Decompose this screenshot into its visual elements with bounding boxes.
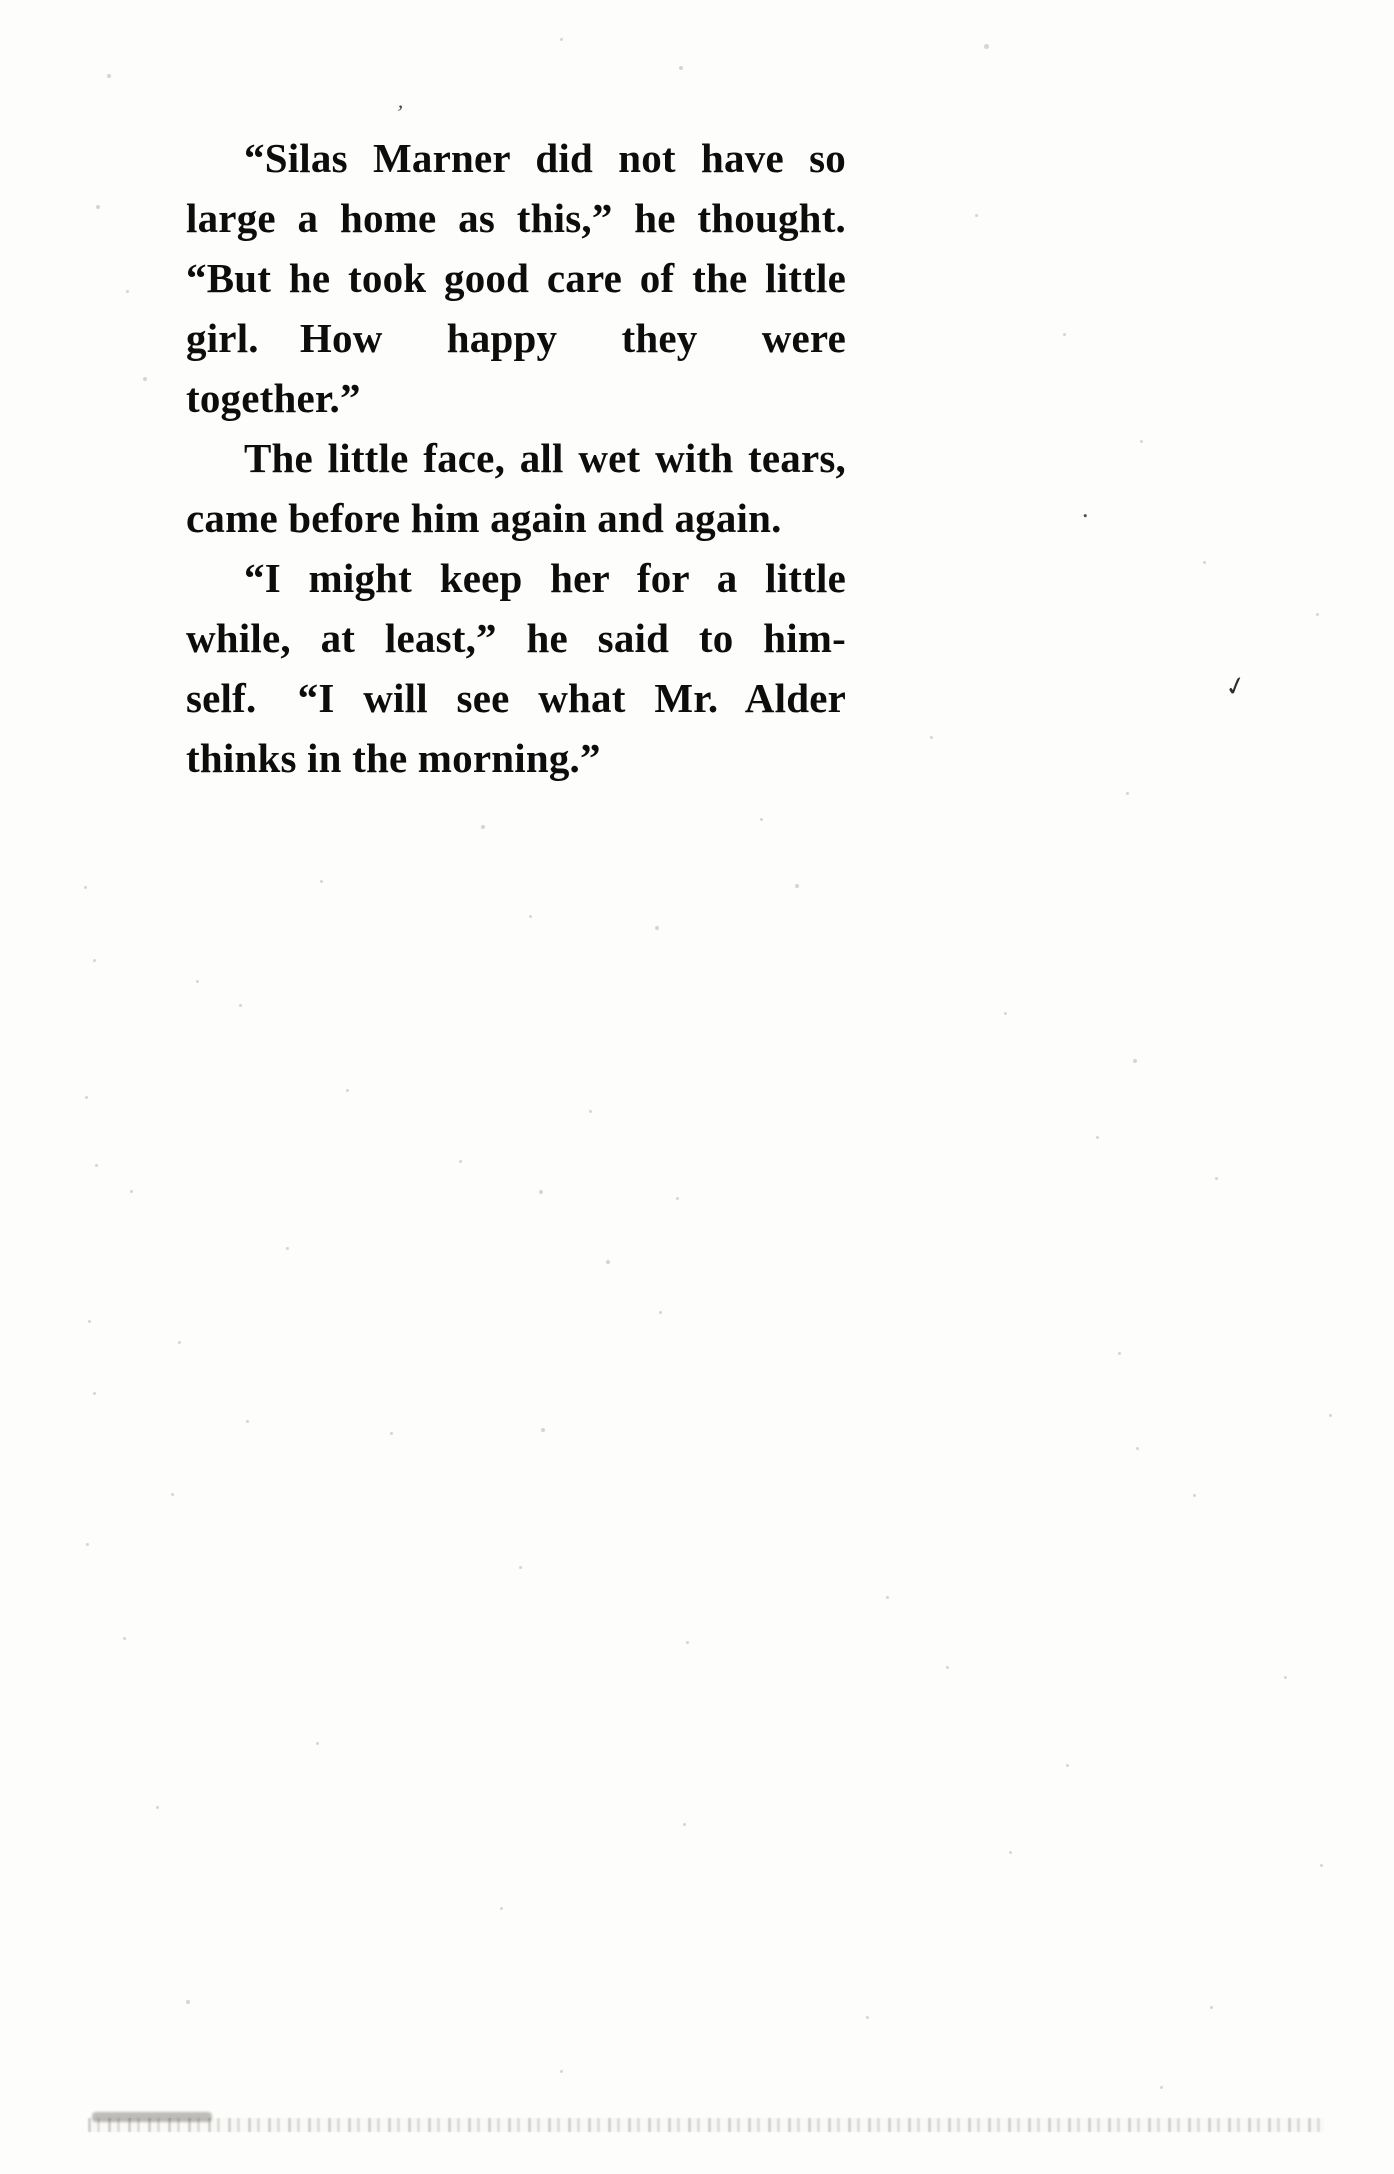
stray-ink-mark-right: ✓ <box>1221 669 1250 704</box>
paragraph-2: The little face, all wet with tears, came before him again and again. <box>186 435 846 541</box>
stray-ink-dot-right: . <box>1082 494 1089 523</box>
page-bottom-edge-smudge <box>88 2118 1324 2132</box>
paragraph-1: “Silas Marner did not have so large a home as this,” he thought. “But he took good care of the little girl. How happy they were together.” <box>186 135 846 421</box>
body-text <box>186 128 846 788</box>
stray-ink-mark-top: ’ <box>394 99 406 126</box>
page-bottom-left-smudge <box>92 2112 212 2122</box>
paragraph-3: “I might keep her for a little while, at least,” he said to him-self. “I will see what Mr. Alder thinks in the morning.” <box>186 555 846 781</box>
